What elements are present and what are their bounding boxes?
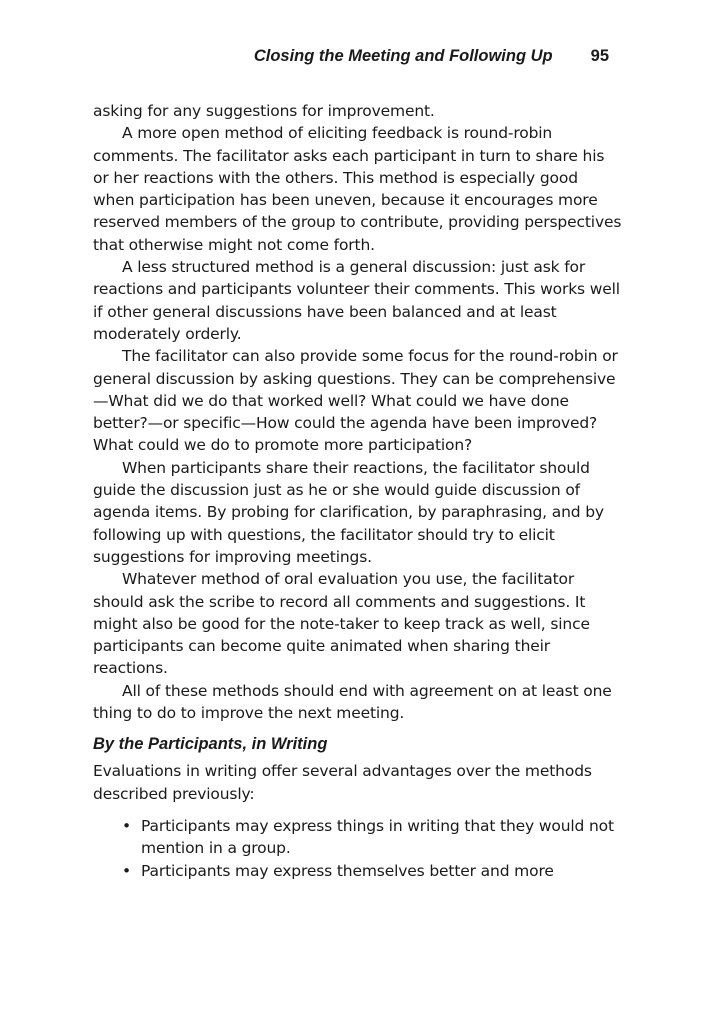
list-item-text: Participants may express themselves better and more (141, 861, 554, 880)
paragraph-continued: asking for any suggestions for improvement. (93, 102, 435, 120)
bullet-icon: • (122, 816, 131, 835)
running-head (0, 44, 609, 68)
paragraph-guide-discussion: When participants share their reactions, the facilitator should guide the discussion just as he or she would guide discussion of agenda items. By probing for clarification, by paraphrasing, and by following up with questions, the facilitator should try to elicit suggestions for improving meetings. (93, 458, 604, 566)
paragraph-focus-questions: The facilitator can also provide some focus for the round-robin or general discussion by asking questions. They can be comprehensive—What did we do that worked well? What could we have done better?—or specific—How could the agenda have been improved? What could we do to promote more participation? (93, 347, 618, 455)
page-number: 95 (590, 47, 609, 65)
advantages-list (93, 815, 623, 882)
list-item-text: Participants may express things in writing that they would not mention in a group. (141, 816, 614, 858)
paragraph-round-robin: A more open method of eliciting feedback is round-robin comments. The facilitator asks each participant in turn to share his or her reactions with the others. This method is especially good when participation has been uneven, because it encourages more reserved members of the group to contribute, providing perspectives that otherwise might not come forth. (93, 124, 622, 254)
paragraph-general-discussion: A less structured method is a general discussion: just ask for reactions and participants volunteer their comments. This works well if other general discussions have been balanced and at least moderately orderly. (93, 258, 620, 343)
section-intro: Evaluations in writing offer several advantages over the methods described previously: (93, 762, 592, 803)
paragraph-scribe-record: Whatever method of oral evaluation you use, the facilitator should ask the scribe to record all comments and suggestions. It might also be good for the note-taker to keep track as well, since participants can become quite animated when sharing their reactions. (93, 570, 590, 678)
section-heading: By the Participants, in Writing (93, 735, 328, 754)
body-text (93, 100, 623, 882)
list-item (122, 815, 623, 860)
list-item (122, 860, 623, 882)
running-head-title: Closing the Meeting and Following Up (253, 47, 553, 65)
paragraph-agreement: All of these methods should end with agreement on at least one thing to do to improve the next meeting. (93, 681, 612, 723)
bullet-icon: • (122, 861, 131, 880)
